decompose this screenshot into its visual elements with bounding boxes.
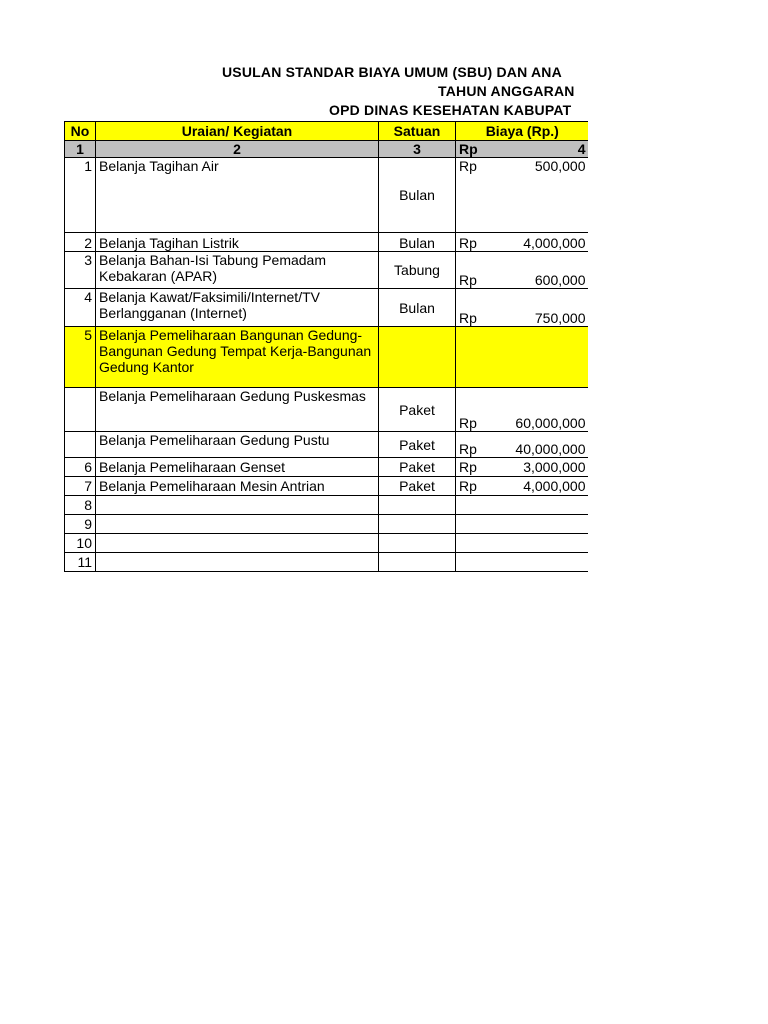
cell-no[interactable]: 7: [65, 477, 96, 496]
colnum-1[interactable]: 1: [65, 141, 96, 158]
table-row: [65, 289, 589, 327]
cell-biaya-span[interactable]: [456, 515, 589, 534]
cell-satuan[interactable]: Bulan: [379, 233, 456, 252]
cell-biaya-span[interactable]: [456, 534, 589, 553]
cell-rp[interactable]: Rp: [456, 477, 496, 496]
cell-biaya[interactable]: 3,000,000: [496, 458, 589, 477]
colnum-rp[interactable]: Rp: [456, 141, 496, 158]
cell-satuan[interactable]: Paket: [379, 477, 456, 496]
cell-biaya[interactable]: 500,000: [496, 158, 589, 233]
cell-rp[interactable]: Rp: [456, 158, 496, 233]
cell-no[interactable]: 6: [65, 458, 96, 477]
header-no[interactable]: No: [65, 122, 96, 141]
cell-uraian[interactable]: Belanja Pemeliharaan Bangunan Gedung-Bangunan Gedung Tempat Kerja-Bangunan Gedung Kantor: [96, 327, 379, 388]
title-line-3: OPD DINAS KESEHATAN KABUPAT: [329, 102, 572, 118]
cell-satuan[interactable]: [379, 553, 456, 572]
cell-satuan[interactable]: Paket: [379, 458, 456, 477]
cell-no[interactable]: [65, 432, 96, 458]
cell-no[interactable]: 8: [65, 496, 96, 515]
cell-satuan[interactable]: [379, 515, 456, 534]
cell-rp[interactable]: [456, 327, 496, 388]
cell-satuan[interactable]: [379, 327, 456, 388]
cell-satuan[interactable]: [379, 496, 456, 515]
cell-no[interactable]: 2: [65, 233, 96, 252]
cell-no[interactable]: 3: [65, 252, 96, 289]
sbu-table: [64, 121, 588, 572]
cell-satuan[interactable]: Paket: [379, 432, 456, 458]
cell-rp[interactable]: Rp: [456, 388, 496, 432]
cell-no[interactable]: 10: [65, 534, 96, 553]
cell-uraian[interactable]: [96, 534, 379, 553]
cell-rp[interactable]: Rp: [456, 233, 496, 252]
cell-rp[interactable]: Rp: [456, 289, 496, 327]
header-uraian[interactable]: Uraian/ Kegiatan: [96, 122, 379, 141]
colnum-4[interactable]: 4: [496, 141, 589, 158]
cell-biaya-span[interactable]: [456, 553, 589, 572]
cell-satuan[interactable]: Bulan: [379, 158, 456, 233]
table-row: [65, 432, 589, 458]
cell-satuan[interactable]: Tabung: [379, 252, 456, 289]
cell-biaya[interactable]: 750,000: [496, 289, 589, 327]
header-satuan[interactable]: Satuan: [379, 122, 456, 141]
cell-uraian[interactable]: [96, 515, 379, 534]
title-line-2: TAHUN ANGGARAN: [438, 83, 575, 99]
table-row: [65, 458, 589, 477]
cell-biaya[interactable]: 4,000,000: [496, 477, 589, 496]
cell-no[interactable]: 5: [65, 327, 96, 388]
cell-no[interactable]: 4: [65, 289, 96, 327]
header-biaya[interactable]: Biaya (Rp.): [456, 122, 589, 141]
cell-uraian[interactable]: [96, 496, 379, 515]
table-header-row: [65, 122, 589, 141]
cell-rp[interactable]: Rp: [456, 432, 496, 458]
table-row: [65, 233, 589, 252]
table-row: [65, 388, 589, 432]
cell-biaya[interactable]: 60,000,000: [496, 388, 589, 432]
cell-biaya[interactable]: 4,000,000: [496, 233, 589, 252]
column-number-row: [65, 141, 589, 158]
cell-satuan[interactable]: Bulan: [379, 289, 456, 327]
cell-uraian[interactable]: Belanja Kawat/Faksimili/Internet/TV Berlangganan (Internet): [96, 289, 379, 327]
cell-rp[interactable]: Rp: [456, 458, 496, 477]
table-row-empty: [65, 515, 589, 534]
cell-uraian[interactable]: Belanja Pemeliharaan Gedung Puskesmas: [96, 388, 379, 432]
cell-uraian[interactable]: [96, 553, 379, 572]
cell-no[interactable]: 11: [65, 553, 96, 572]
table-row-highlighted: [65, 327, 589, 388]
cell-satuan[interactable]: Paket: [379, 388, 456, 432]
table-row-empty: [65, 496, 589, 515]
table-row: [65, 477, 589, 496]
cell-uraian[interactable]: Belanja Tagihan Listrik: [96, 233, 379, 252]
title-line-1: USULAN STANDAR BIAYA UMUM (SBU) DAN ANA: [222, 64, 562, 80]
colnum-3[interactable]: 3: [379, 141, 456, 158]
cell-biaya[interactable]: 40,000,000: [496, 432, 589, 458]
cell-biaya[interactable]: [496, 327, 589, 388]
cell-uraian[interactable]: Belanja Bahan-Isi Tabung Pemadam Kebakaran (APAR): [96, 252, 379, 289]
cell-uraian[interactable]: Belanja Pemeliharaan Gedung Pustu: [96, 432, 379, 458]
cell-no[interactable]: [65, 388, 96, 432]
table-row: [65, 158, 589, 233]
cell-satuan[interactable]: [379, 534, 456, 553]
cell-no[interactable]: 1: [65, 158, 96, 233]
cell-biaya-span[interactable]: [456, 496, 589, 515]
cell-uraian[interactable]: Belanja Pemeliharaan Genset: [96, 458, 379, 477]
cell-uraian[interactable]: Belanja Pemeliharaan Mesin Antrian: [96, 477, 379, 496]
cell-biaya[interactable]: 600,000: [496, 252, 589, 289]
cell-no[interactable]: 9: [65, 515, 96, 534]
table-row: [65, 252, 589, 289]
table-row-empty: [65, 534, 589, 553]
cell-rp[interactable]: Rp: [456, 252, 496, 289]
cell-uraian[interactable]: Belanja Tagihan Air: [96, 158, 379, 233]
table-row-empty: [65, 553, 589, 572]
colnum-2[interactable]: 2: [96, 141, 379, 158]
